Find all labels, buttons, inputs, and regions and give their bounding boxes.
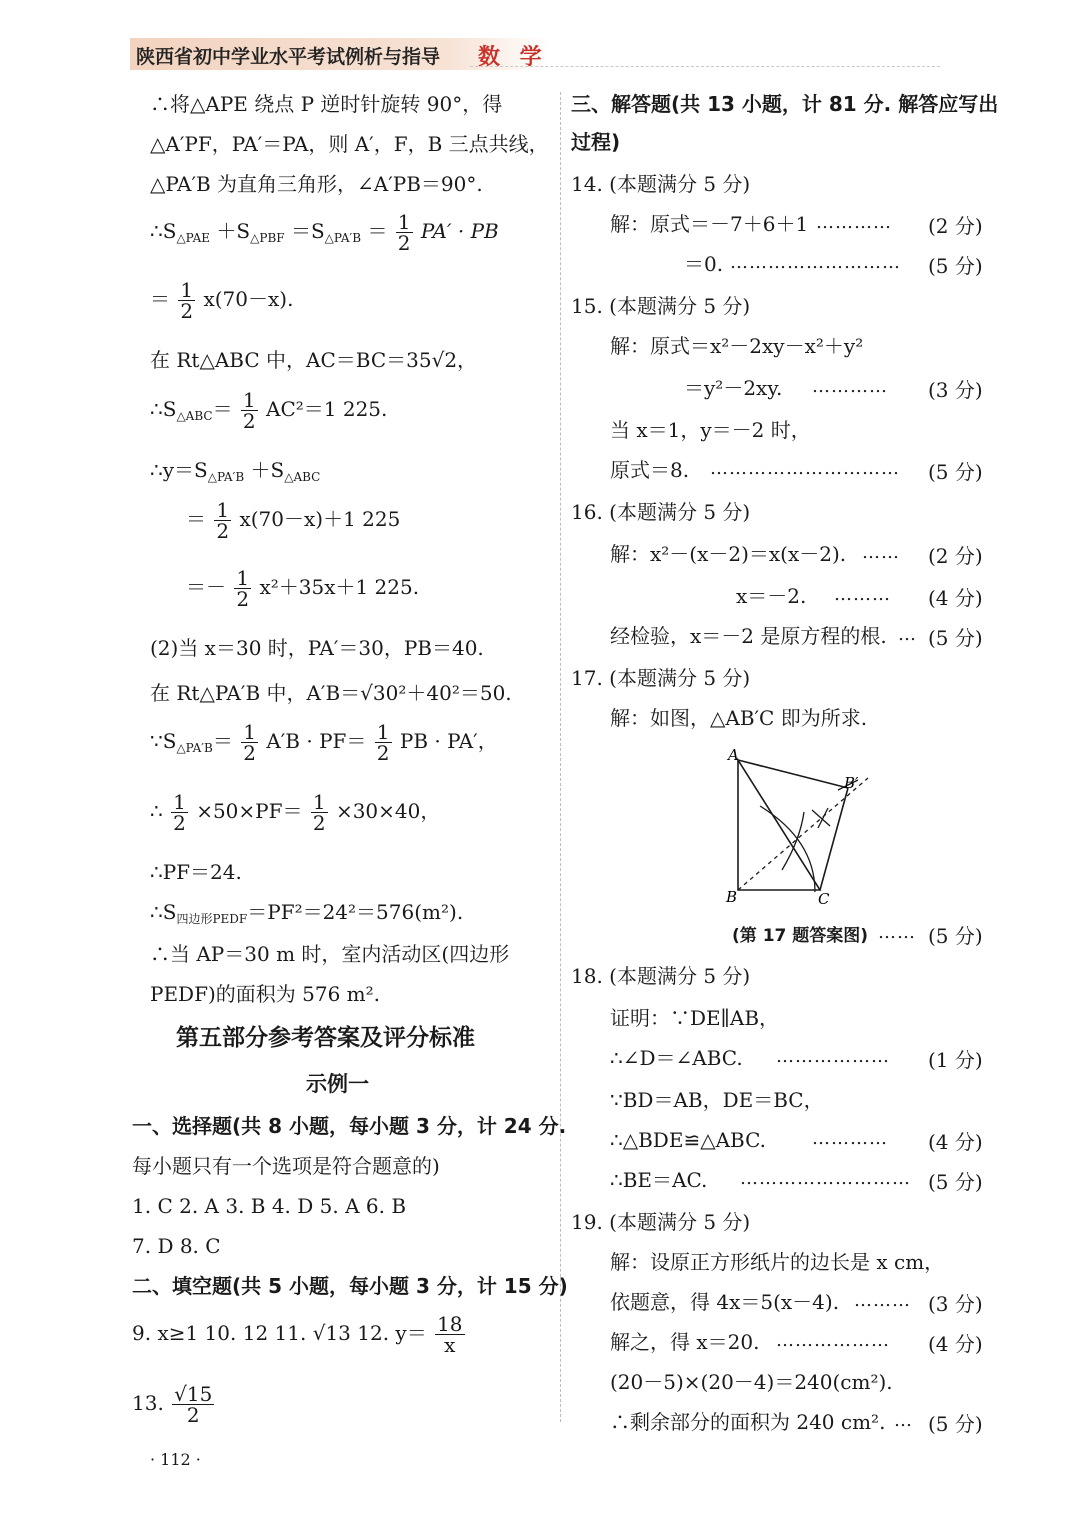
q14-title: 14. (本题满分 5 分) [571, 172, 751, 196]
fraction-half: $\frac{1}{2}$ [312, 790, 326, 835]
left-line-12: 在 Rt△PA′B 中，A′B＝√30²＋40²＝50. [150, 681, 512, 705]
leader-dots: ………… [816, 212, 892, 233]
leader-dots: ………… [812, 376, 888, 397]
fraction-half: $\frac{1}{2}$ [243, 720, 256, 765]
score: (5 分) [928, 254, 983, 278]
q14-line-1: 解：原式＝－7＋6＋1 [610, 212, 809, 236]
q19-line-3: 解之，得 x＝20. [610, 1330, 760, 1354]
fraction-18-over-x: $\frac{18}{x}$ [437, 1312, 463, 1357]
score: (3 分) [928, 378, 983, 402]
y-step-1: ＝ $\frac{1}{2}$ x(70－x)＋1 225 [186, 498, 401, 543]
leader-dots: ……………………… [740, 1168, 911, 1189]
left-line-3: △PA′B 为直角三角形，∠A′PB＝90°. [150, 172, 483, 196]
q16-title: 16. (本题满分 5 分) [571, 500, 751, 524]
fraction-half: $\frac{1}{2}$ [236, 566, 250, 611]
leader-dots: ……………… [776, 1330, 890, 1351]
q18-line-2: ∴∠D＝∠ABC. [610, 1046, 743, 1070]
page-number: · 112 · [150, 1450, 201, 1469]
y-step-2: ＝－ $\frac{1}{2}$ x²＋35x＋1 225. [186, 566, 420, 611]
q17-figure [720, 740, 890, 910]
score: (4 分) [928, 1332, 983, 1356]
q18-line-4: ∴△BDE≌△ABC. [610, 1128, 767, 1152]
q19-line-2: 依题意，得 4x＝5(x－4). [610, 1290, 840, 1314]
q15-line-2: ＝y²－2xy. [684, 376, 783, 400]
choice-answers-2: 7. D 8. C [132, 1234, 221, 1258]
quad-area-equation: $\therefore S_{四边形PEDF}=PF^2=24^2=576(m^2)$. [150, 900, 464, 926]
q15-line-3: 当 x＝1，y＝－2 时， [610, 418, 811, 442]
fraction-half: $\frac{1}{2}$ [397, 210, 411, 255]
leader-dots: ……… [854, 1290, 911, 1311]
score: (5 分) [928, 626, 983, 650]
score: (4 分) [928, 1130, 983, 1154]
fill-answers-9-12: 9. x≥1 10. 12 11. √13 12. y＝ $\frac{18}{x}$ [132, 1312, 463, 1357]
q17-title: 17. (本题满分 5 分) [571, 666, 751, 690]
leader-dots: ………… [812, 1128, 888, 1149]
left-line-5: ＝ $\frac{1}{2}$ x(70－x). [150, 278, 294, 323]
fraction-half: $\frac{1}{2}$ [242, 388, 256, 433]
score: (1 分) [928, 1048, 983, 1072]
section-3-heading: 三、解答题(共 13 小题，计 81 分. 解答应写出 [571, 92, 999, 116]
score: (2 分) [928, 214, 983, 238]
y-definition: $\therefore y=S_{\triangle PA'B} +S_{\triangle ABC}$ [150, 458, 321, 484]
fraction-half: $\frac{1}{2}$ [173, 790, 186, 835]
book-title: 陕西省初中学业水平考试例析与指导 [136, 46, 441, 68]
section-2-heading: 二、填空题(共 5 小题，每小题 3 分，计 15 分) [132, 1274, 568, 1298]
header-divider [470, 66, 940, 67]
example-title: 示例一 [306, 1072, 369, 1096]
q15-title: 15. (本题满分 5 分) [571, 294, 751, 318]
area-pab-equation: $\because S_{\triangle PA'B}=$ $\frac{1}{2}$ A′B · PF＝ $\frac{1}{2}$ PB · PA′， [150, 720, 498, 765]
q19-line-1: 解：设原正方形纸片的边长是 x cm， [610, 1250, 945, 1274]
score: (3 分) [928, 1292, 983, 1316]
score: (5 分) [928, 924, 983, 948]
q19-title: 19. (本题满分 5 分) [571, 1210, 751, 1234]
left-line-6: 在 Rt△ABC 中，AC＝BC＝35√2， [150, 348, 478, 372]
q16-line-1: 解：x²－(x－2)＝x(x－2). [610, 542, 847, 566]
q16-line-3: 经检验，x＝－2 是原方程的根. [610, 624, 887, 648]
section-1-heading: 一、选择题(共 8 小题，每小题 3 分，计 24 分. [132, 1114, 567, 1138]
score: (4 分) [928, 586, 983, 610]
subject-label: 数 学 [478, 44, 548, 70]
q18-title: 18. (本题满分 5 分) [571, 964, 751, 988]
area-abc-equation: $\therefore S_{\triangle ABC}=$ $\frac{1}{2}$ AC²＝1 225. [150, 388, 388, 433]
left-line-11: (2)当 x＝30 时，PA′＝30，PB＝40. [150, 636, 484, 660]
section-1-note: 每小题只有一个选项是符合题意的) [132, 1154, 440, 1178]
q18-line-3: ∵BD＝AB，DE＝BC， [610, 1088, 824, 1112]
area-sum-equation: $\therefore S_{\triangle PAE} +S_{\triangle PBF} =S_{\triangle PA'B}$ ＝ $\frac{1}{2}$ PA′ · PB [150, 210, 499, 255]
q19-line-4: (20－5)×(20－4)＝240(cm²). [610, 1370, 893, 1394]
q18-line-1: 证明：∵DE∥AB， [610, 1006, 780, 1030]
score: (2 分) [928, 544, 983, 568]
leader-dots: ……………………… [730, 252, 901, 273]
left-line-2: △A′PF，PA′＝PA，则 A′，F，B 三点共线， [150, 132, 549, 156]
q19-line-5: ∴剩余部分的面积为 240 cm². [610, 1410, 886, 1434]
left-line-17: ∴当 AP＝30 m 时，室内活动区(四边形 [150, 942, 510, 966]
leader-dots: … [894, 1410, 913, 1431]
pf-equation: ∴ $\frac{1}{2}$ ×50×PF＝ $\frac{1}{2}$ ×30×40， [150, 790, 441, 835]
leader-dots: …… [878, 922, 916, 943]
q16-line-2: x＝－2. [736, 584, 807, 608]
fill-answer-13: 13. $\frac{√15}{2}$ [132, 1382, 213, 1427]
label-A: A [728, 746, 739, 764]
score: (5 分) [928, 1412, 983, 1436]
leader-dots: … [898, 624, 917, 645]
column-divider [560, 92, 561, 1422]
left-line-15: ∴PF＝24. [150, 860, 242, 884]
figure-caption: (第 17 题答案图) [732, 926, 869, 946]
section-3-heading-cont: 过程) [571, 130, 621, 154]
q17-line-1: 解：如图，△AB′C 即为所求. [610, 706, 868, 730]
left-line-1: ∴将△APE 绕点 P 逆时针旋转 90°，得 [150, 92, 503, 116]
leader-dots: ………………………… [710, 458, 900, 479]
fraction-half: $\frac{1}{2}$ [376, 720, 390, 765]
fraction-half: $\frac{1}{2}$ [216, 498, 230, 543]
fraction-sqrt15-over-2: $\frac{√15}{2}$ [174, 1382, 213, 1427]
leader-dots: ……………… [776, 1046, 890, 1067]
leader-dots: …… [862, 542, 900, 563]
part-title: 第五部分参考答案及评分标准 [176, 1025, 475, 1051]
label-C: C [818, 890, 830, 908]
q14-line-2: ＝0. [684, 252, 724, 276]
leader-dots: ……… [834, 584, 891, 605]
fraction-half: $\frac{1}{2}$ [180, 278, 194, 323]
q18-line-5: ∴BE＝AC. [610, 1168, 708, 1192]
score: (5 分) [928, 1170, 983, 1194]
choice-answers-1: 1. C 2. A 3. B 4. D 5. A 6. B [132, 1194, 407, 1218]
q15-line-1: 解：原式＝x²－2xy－x²＋y² [610, 334, 864, 358]
label-B: B [726, 888, 738, 906]
score: (5 分) [928, 460, 983, 484]
label-B-prime: B′ [844, 774, 859, 792]
q15-line-4: 原式＝8. [610, 458, 690, 482]
left-line-18: PEDF)的面积为 576 m². [150, 982, 380, 1006]
